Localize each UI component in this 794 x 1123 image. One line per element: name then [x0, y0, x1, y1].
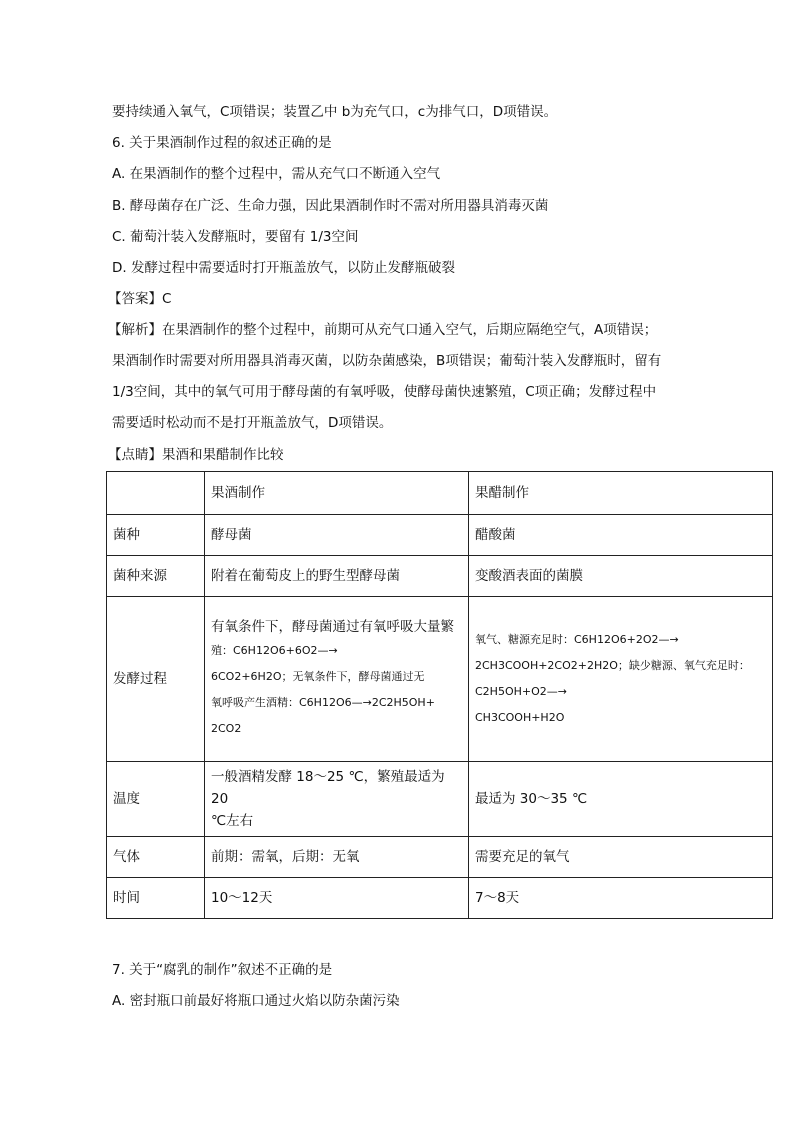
table-header-cell: 果酒制作: [205, 472, 469, 515]
answer-line: 【答案】C: [108, 291, 172, 307]
row-label: 时间: [107, 878, 205, 919]
analysis-line-3: 1/3空间，其中的氧气可用于酵母菌的有氧呼吸，使酵母菌快速繁殖，C项正确；发酵过程中: [112, 384, 657, 400]
table-header-cell: [107, 472, 205, 515]
row-label: 菌种来源: [107, 556, 205, 597]
vinegar-cell: 最适为 30～35 ℃: [469, 762, 773, 837]
vinegar-cell: 变酸酒表面的菌膜: [469, 556, 773, 597]
table-header-cell: 果醋制作: [469, 472, 773, 515]
cell-line: 2CH3COOH+2CO2+2H2O；缺少糖源、氧气充足时：: [475, 659, 750, 672]
cell-line: 殖：C6H12O6+6O2—→: [211, 644, 338, 657]
table-row: [107, 762, 773, 837]
cell-line: 2CO2: [211, 722, 242, 735]
cell-line: 6CO2+6H2O；无氧条件下，酵母菌通过无: [211, 670, 425, 683]
question-6-option-d: D. 发酵过程中需要适时打开瓶盖放气，以防止发酵瓶破裂: [112, 260, 455, 276]
table-row: [107, 837, 773, 878]
analysis-line-4: 需要适时松动而不是打开瓶盖放气，D项错误。: [112, 415, 393, 431]
question-6-option-c: C. 葡萄汁装入发酵瓶时，要留有 1/3空间: [112, 229, 359, 245]
analysis-line-2: 果酒制作时需要对所用器具消毒灭菌，以防杂菌感染，B项错误；葡萄汁装入发酵瓶时，留有: [112, 353, 662, 369]
cell-line: 氧呼吸产生酒精：C6H12O6—→2C2H5OH+: [211, 696, 435, 709]
table-row: [107, 515, 773, 556]
vinegar-cell: 醋酸菌: [469, 515, 773, 556]
cell-line: 氧气、糖源充足时：C6H12O6+2O2—→: [475, 633, 679, 646]
row-label: 发酵过程: [107, 597, 205, 762]
analysis-line-1: 【解析】在果酒制作的整个过程中，前期可从充气口通入空气，后期应隔绝空气，A项错误；: [108, 322, 658, 338]
wine-cell: 前期：需氧，后期：无氧: [205, 837, 469, 878]
cell-line: 有氧条件下，酵母菌通过有氧呼吸大量繁: [211, 619, 454, 635]
vinegar-cell: 7～8天: [469, 878, 773, 919]
cell-line: 一般酒精发酵 18～25 ℃，繁殖最适为 20: [211, 769, 445, 807]
paragraph-line: 要持续通入氧气，C项错误；装置乙中 b为充气口，c为排气口，D项错误。: [112, 104, 558, 120]
comparison-table: [106, 471, 773, 919]
wine-cell: 酵母菌: [205, 515, 469, 556]
question-7-stem: 7. 关于“腐乳的制作”叙述不正确的是: [112, 962, 333, 978]
cell-line: CH3COOH+H2O: [475, 711, 565, 724]
question-7-option-a: A. 密封瓶口前最好将瓶口通过火焰以防杂菌污染: [112, 993, 400, 1009]
question-6-option-b: B. 酵母菌存在广泛、生命力强，因此果酒制作时不需对所用器具消毒灭菌: [112, 198, 549, 214]
row-label: 气体: [107, 837, 205, 878]
cell-line: ℃左右: [211, 813, 254, 829]
wine-cell: [205, 762, 469, 837]
table-row: [107, 878, 773, 919]
table-row: [107, 597, 773, 762]
point-heading: 【点睛】果酒和果醋制作比较: [108, 447, 284, 463]
row-label: 温度: [107, 762, 205, 837]
table-row: [107, 556, 773, 597]
vinegar-cell: 需要充足的氧气: [469, 837, 773, 878]
question-6-option-a: A. 在果酒制作的整个过程中，需从充气口不断通入空气: [112, 166, 441, 182]
cell-line: C2H5OH+O2—→: [475, 685, 567, 698]
question-6-stem: 6. 关于果酒制作过程的叙述正确的是: [112, 135, 332, 151]
table-header-row: [107, 472, 773, 515]
wine-cell: 附着在葡萄皮上的野生型酵母菌: [205, 556, 469, 597]
vinegar-cell: [469, 597, 773, 762]
row-label: 菌种: [107, 515, 205, 556]
wine-cell: [205, 597, 469, 762]
wine-cell: 10～12天: [205, 878, 469, 919]
